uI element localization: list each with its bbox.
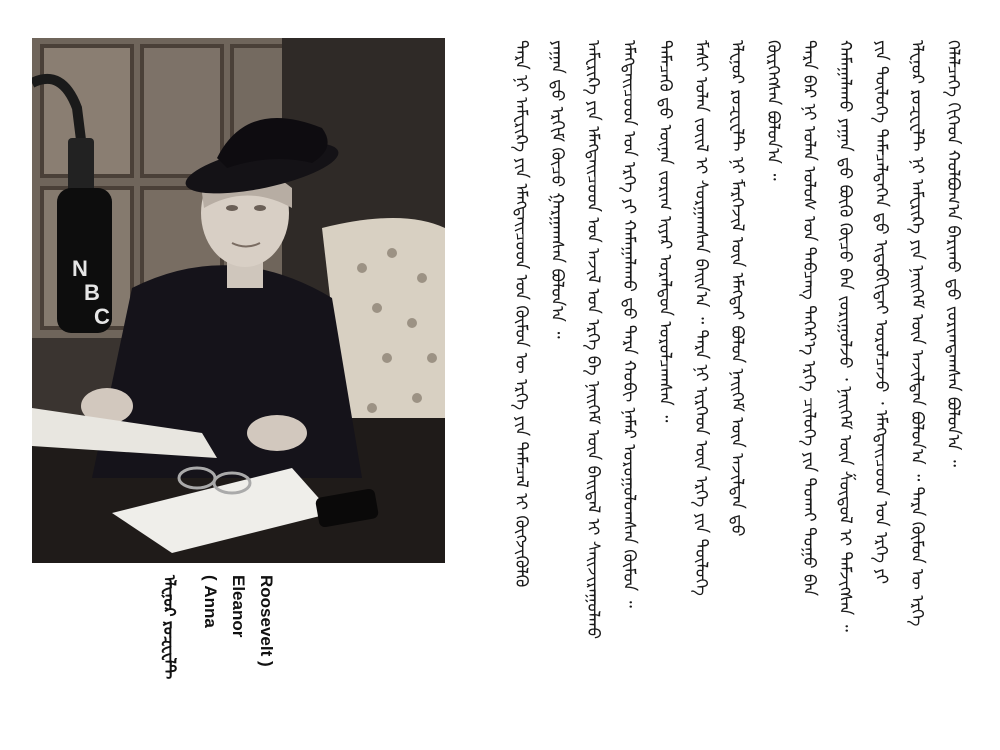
text-column: ᠲᠡᠮᠡᠴᠡᠬᠦ ᠳ᠋ᠦ ᠦᠨᠡᠨ ᠵᠣᠷᠢᠭ ᠢᠶᠠᠷ ᠤᠷᠠᠯᠳᠤᠨ ᠣᠷᠣᠯᠴᠠᠭᠰᠠᠨ ᠃ [655,40,675,423]
text-column: ᠮᠠᠰᠢ ᠣᠯᠠᠨ ᠵᠦᠢᠯ ᠢ ᠰᠤᠷᠭᠠᠭᠰᠠᠨ ᠪᠠᠢᠨ᠎ᠠ ᠃ ᠲᠡᠷᠡ ᠨᠢ ᠢᠷᠭᠡᠳ ᠦᠨ ᠡᠷᠬᠡ ᠶᠢᠨ ᠲᠦᠯᠦᠭᠡ [691,40,711,596]
text-column: ᠡᠮᠡᠭᠲᠡᠢᠴᠤᠳ ᠤᠨ ᠡᠷᠬᠡ ᠶᠢ ᠬᠠᠮᠠᠭᠠᠯᠠᠬᠤ ᠳ᠋ᠤ ᠲᠡᠷᠡ ᠬᠤᠪᠢ ᠨᠡᠮᠡᠷ ᠣᠷᠤᠭᠤᠯᠤᠭᠰᠠᠨ ᠬᠦᠮᠦᠨ ᠃ [619,40,639,608]
caption-line-1: Roosevelt ) [257,575,276,667]
text-column: ᠶᠠᠭᠠᠨ ᠳ᠋ᠤ ᠡᠷᠬᠢᠮ ᠬᠦᠴᠦ ᠭᠠᠷᠭᠠᠭᠰᠠᠨ ᠪᠣᠯᠤᠨ᠎ᠠ ᠃ [547,40,567,339]
text-column: ᠲᠡᠷᠡ ᠪᠡᠷ ᠨᠢ ᠣᠯᠠᠨ ᠤᠯᠤᠰ ᠤᠨ ᠲᠠᠪᠴᠠᠩ ᠳᠡᠭᠡᠷ᠎ᠡ ᠡᠷᠬᠡ ᠴᠢᠯᠦᠭᠡ ᠶᠢᠨ ᠲᠤᠬᠠᠢ ᠳᠤᠭᠤ ᠪᠡᠨ [799,40,819,596]
caption-line-3: ( Anna [201,575,220,628]
text-column: ᠬᠠᠮᠠᠭᠠᠯᠠᠬᠤ ᠶᠠᠭᠠᠨ ᠳ᠋ᠤ ᠪᠦᠬᠦ ᠬᠦᠴᠦ ᠪᠡᠨ ᠵᠣᠷᠢᠭᠤᠯᠵᠤ ᠂ ᠨᠡᠢᠭᠡᠮ ᠦᠨ ᠱᠦᠳᠦᠯ ᠢ ᠳᠡᠮᠵᠢᠭᠰᠡᠨ ᠃ [835,40,855,632]
text-column: ᠡᠯᠧᠨᠣᠷ ᠷᠣᠽᠸᠧᠯᠲ ᠨᠢ ᠮᠡᠷᠭᠡᠵᠢᠯ ᠦᠨ ᠡᠮᠡᠭᠲᠡᠢ ᠪᠣᠯᠤᠨ ᠨᠡᠢᠭᠡᠮ ᠦᠨ ᠠᠵᠢᠯᠲᠠᠨ ᠳ᠋ᠤ [727,40,747,537]
text-column: ᠠᠮᠧᠷᠢᠺᠠ ᠶᠢᠨ ᠡᠮᠡᠭᠲᠡᠢᠴᠤᠳ ᠤᠨ ᠠᠵᠢᠯ ᠤᠨ ᠡᠷᠬᠡ ᠪᠠ ᠨᠡᠢᠭᠡᠮ ᠦᠨ ᠪᠠᠢᠳᠠᠯ ᠢ ᠰᠠᠢᠵᠢᠷᠠᠭᠤᠯᠬᠤ [583,40,603,640]
caption-line-2: Eleanor [229,575,248,638]
text-column: ᠬᠦᠷᠭᠡᠭᠰᠡᠨ ᠪᠣᠯᠤᠨ᠎ᠠ ᠃ [763,40,783,181]
text-column: ᠬᠡᠯᠡᠯᠴᠡᠭᠡ ᠬᠢᠭᠡᠳ ᠬᠣᠯᠪᠣᠭ᠎ᠠ ᠪᠠᠷᠢᠬᠤ ᠳ᠋ᠤ ᠵᠣᠷᠢᠭᠳᠠᠭᠰᠠᠨ ᠪᠣᠯᠤᠨ᠎ᠠ ᠃ [943,40,963,467]
portrait-image [32,38,445,563]
mic-label-c: C [94,304,110,329]
mic-label-b: B [84,280,100,305]
article-text [505,40,975,700]
text-column: ᠡᠯᠧᠨᠣᠷ ᠷᠣᠽᠸᠧᠯᠲ ᠨᠢ ᠠᠮᠧᠷᠢᠺᠠ ᠶᠢᠨ ᠨᠡᠢᠭᠡᠮ ᠦᠨ ᠠᠵᠢᠯᠲᠠᠨ ᠪᠣᠯᠤᠨ᠎ᠠ ᠃ ᠲᠡᠷᠡ ᠬᠦᠮᠦᠨ ᠦ ᠡᠷᠬᠡ [907,40,927,627]
portrait-photo [32,38,445,563]
caption-mongolian-name: ᠡᠯᠧᠨᠣᠷ ᠷᠣᠽᠸᠧᠯᠲ [160,575,177,680]
mic-label-n: N [72,256,88,281]
text-column: ᠲᠡᠷᠡ ᠨᠢ ᠠᠮᠧᠷᠢᠺᠠ ᠶᠢᠨ ᠡᠮᠡᠭᠲᠡᠢᠴᠤᠳ ᠤᠨ ᠬᠦᠮᠦᠨ ᠦ ᠡᠷᠬᠡ ᠶᠢᠨ ᠲᠡᠮᠡᠴᠡᠯ ᠢ ᠬᠦᠭᠵᠢᠭᠦᠯᠬᠦ [511,40,531,588]
photo-caption [150,575,280,705]
text-column: ᠶᠢᠨ ᠲᠦᠯᠦᠭᠡ ᠲᠡᠮᠡᠴᠡᠯᠳᠡᠭᠡᠨ ᠳ᠋ᠦ ᠢᠳᠡᠪᠬᠢᠲᠡᠶ ᠣᠷᠣᠯᠴᠠᠵᠤ ᠂ ᠡᠮᠡᠭᠲᠡᠢᠴᠤᠳ ᠤᠨ ᠡᠷᠬᠡ ᠶᠢ [871,40,891,585]
